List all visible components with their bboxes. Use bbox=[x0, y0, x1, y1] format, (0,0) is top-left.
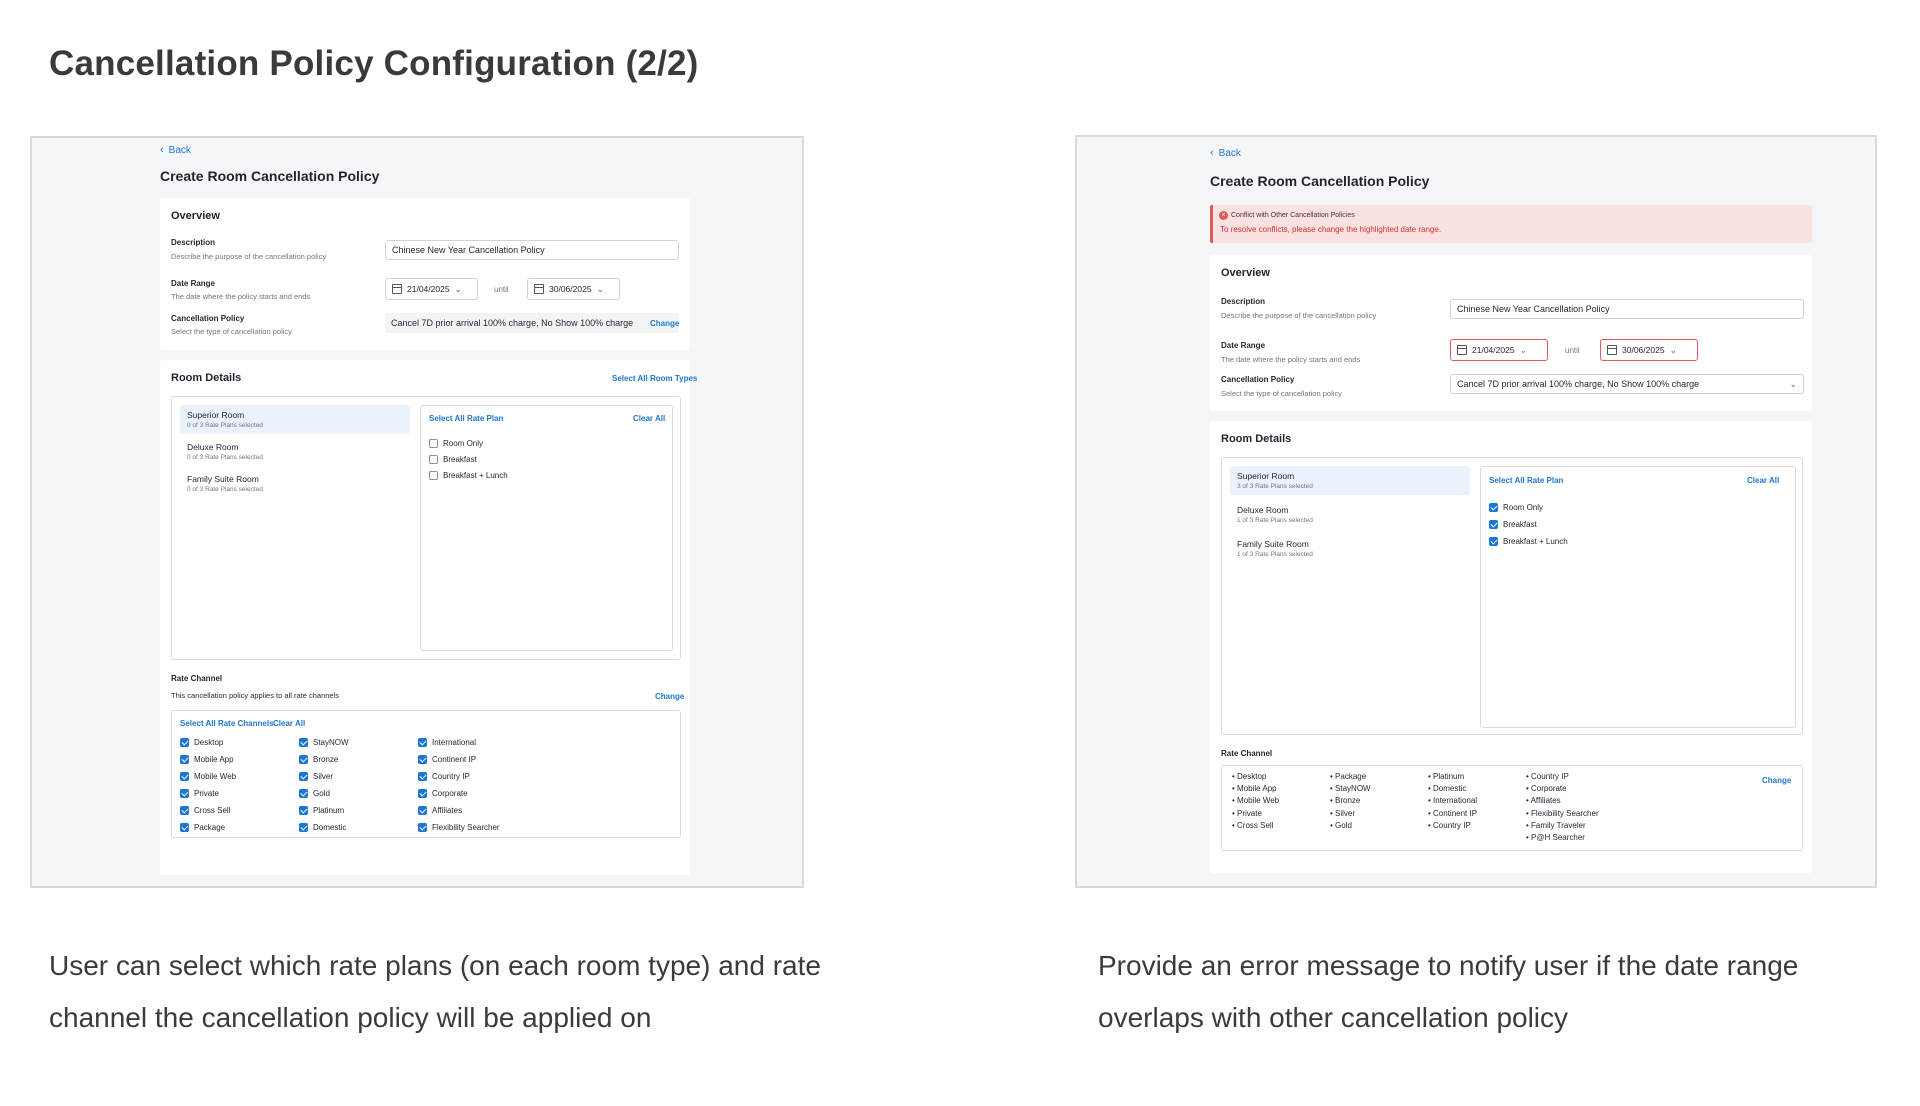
rate-channel-option[interactable] bbox=[180, 772, 236, 781]
rate-channel-label: Corporate bbox=[432, 789, 468, 798]
room-item[interactable] bbox=[1230, 500, 1460, 529]
room-item[interactable] bbox=[180, 405, 410, 434]
screen-title: Create Room Cancellation Policy bbox=[160, 168, 380, 184]
start-date-value: 21/04/2025 bbox=[407, 284, 450, 294]
rate-channel-list bbox=[1428, 771, 1477, 832]
calendar-icon bbox=[1607, 345, 1617, 355]
start-date-value: 21/04/2025 bbox=[1472, 345, 1515, 355]
checkbox[interactable] bbox=[1489, 537, 1498, 546]
clear-all-channels-link[interactable]: Clear All bbox=[273, 719, 306, 728]
overview-heading: Overview bbox=[1221, 267, 1270, 279]
checkbox[interactable] bbox=[418, 772, 427, 781]
rate-channel-item: • Cross Sell bbox=[1232, 820, 1279, 832]
rate-channel-heading: Rate Channel bbox=[1221, 749, 1273, 758]
rate-channel-label: International bbox=[432, 738, 477, 747]
room-sub: 1 of 3 Rate Plans selected bbox=[1237, 517, 1313, 524]
rate-channel-option[interactable] bbox=[299, 789, 330, 798]
rate-channel-label: Platinum bbox=[313, 806, 345, 815]
end-date-value: 30/06/2025 bbox=[1622, 345, 1665, 355]
rate-channel-label: Continent IP bbox=[432, 755, 477, 764]
checkbox[interactable] bbox=[429, 471, 438, 480]
checkbox[interactable] bbox=[418, 738, 427, 747]
rate-plan-option[interactable] bbox=[429, 455, 477, 464]
room-name: Family Suite Room bbox=[187, 474, 259, 484]
rate-plan-option[interactable] bbox=[429, 439, 483, 448]
rate-channel-label: Flexibility Searcher bbox=[432, 823, 500, 832]
chevron-down-icon: ⌄ bbox=[596, 283, 605, 294]
rate-channel-option[interactable] bbox=[299, 755, 338, 764]
rate-channel-heading: Rate Channel bbox=[171, 674, 223, 683]
rate-channel-option[interactable] bbox=[418, 755, 476, 764]
room-plan-frame bbox=[1221, 457, 1803, 735]
rate-channel-item: • StayNOW bbox=[1330, 783, 1371, 795]
rate-channel-item: • Corporate bbox=[1526, 783, 1599, 795]
end-date-value: 30/06/2025 bbox=[549, 284, 592, 294]
room-details-card bbox=[1210, 421, 1812, 873]
rate-channel-option[interactable] bbox=[180, 755, 234, 764]
room-sub: 1 of 3 Rate Plans selected bbox=[1237, 551, 1313, 558]
rate-channel-item: • Silver bbox=[1330, 808, 1371, 820]
alert-message: To resolve conflicts, please change the highlighted date range. bbox=[1220, 225, 1442, 234]
rate-channel-label: Private bbox=[194, 789, 219, 798]
rate-channel-item: • Mobile App bbox=[1232, 783, 1279, 795]
cancellation-policy-select[interactable] bbox=[1450, 374, 1804, 394]
rate-channel-item: • Gold bbox=[1330, 820, 1371, 832]
rate-plan-panel bbox=[420, 405, 673, 651]
checkbox[interactable] bbox=[299, 806, 308, 815]
chevron-down-icon: ⌄ bbox=[1669, 344, 1678, 355]
checkbox[interactable] bbox=[180, 823, 189, 832]
checkbox[interactable] bbox=[180, 738, 189, 747]
overview-card bbox=[1210, 255, 1812, 411]
rate-channel-item: • Platinum bbox=[1428, 771, 1477, 783]
clear-all-plans-link[interactable]: Clear All bbox=[1747, 476, 1780, 485]
clear-all-plans-link[interactable]: Clear All bbox=[633, 414, 666, 423]
overview-heading: Overview bbox=[171, 210, 220, 222]
rate-channel-list bbox=[1232, 771, 1279, 832]
page-title: Cancellation Policy Configuration (2/2) bbox=[49, 44, 699, 83]
chevron-left-icon: ‹ bbox=[160, 144, 164, 156]
room-details-heading: Room Details bbox=[1221, 433, 1292, 445]
rate-channel-label: Gold bbox=[313, 789, 330, 798]
rate-channel-item: • Flexibility Searcher bbox=[1526, 808, 1599, 820]
cancellation-policy-label: Cancellation Policy bbox=[171, 314, 245, 323]
date-range-label: Date Range bbox=[171, 279, 216, 288]
cancellation-policy-label: Cancellation Policy bbox=[1221, 375, 1295, 384]
rate-plan-option[interactable] bbox=[429, 471, 508, 480]
checkbox[interactable] bbox=[299, 772, 308, 781]
room-sub: 3 of 3 Rate Plans selected bbox=[1237, 483, 1313, 490]
checkbox[interactable] bbox=[418, 823, 427, 832]
checkbox[interactable] bbox=[418, 806, 427, 815]
room-item[interactable] bbox=[1230, 466, 1470, 495]
start-date-picker[interactable] bbox=[1450, 339, 1548, 361]
until-label: until bbox=[1565, 346, 1580, 355]
rate-channel-change-link[interactable]: Change bbox=[1762, 776, 1792, 785]
chevron-down-icon: ⌄ bbox=[1519, 344, 1528, 355]
description-help: Describe the purpose of the cancellation policy bbox=[171, 252, 327, 261]
rate-channel-item: • Mobile Web bbox=[1232, 795, 1279, 807]
until-label: until bbox=[494, 285, 509, 294]
rate-channel-change-link[interactable]: Change bbox=[655, 692, 685, 701]
rate-channel-label: StayNOW bbox=[313, 738, 349, 747]
rate-plan-option[interactable] bbox=[1489, 503, 1543, 512]
rate-channel-list bbox=[1330, 771, 1371, 832]
rate-channel-label: Bronze bbox=[313, 755, 339, 764]
rate-channel-option[interactable] bbox=[418, 772, 470, 781]
rate-channel-label: Package bbox=[194, 823, 226, 832]
rate-channel-option[interactable] bbox=[299, 823, 346, 832]
chevron-left-icon: ‹ bbox=[1210, 147, 1214, 159]
checkbox[interactable] bbox=[299, 738, 308, 747]
room-sub: 0 of 3 Rate Plans selected bbox=[187, 486, 263, 493]
rate-channel-label: Desktop bbox=[194, 738, 224, 747]
date-range-label: Date Range bbox=[1221, 341, 1266, 350]
rate-plan-label: Breakfast bbox=[1503, 520, 1537, 529]
rate-plan-label: Breakfast bbox=[443, 455, 477, 464]
room-name: Deluxe Room bbox=[187, 442, 239, 452]
rate-channel-item: • Bronze bbox=[1330, 795, 1371, 807]
rate-channel-option[interactable] bbox=[418, 789, 468, 798]
checkbox[interactable] bbox=[180, 789, 189, 798]
select-all-room-types-link[interactable]: Select All Room Types bbox=[612, 374, 698, 383]
checkbox[interactable] bbox=[299, 789, 308, 798]
date-range-help: The date where the policy starts and ends bbox=[171, 292, 311, 301]
rate-channel-option[interactable] bbox=[299, 772, 333, 781]
calendar-icon bbox=[392, 284, 402, 294]
end-date-picker[interactable] bbox=[527, 278, 620, 300]
rate-channel-item: • Package bbox=[1330, 771, 1371, 783]
checkbox[interactable] bbox=[1489, 520, 1498, 529]
rate-channel-item: • International bbox=[1428, 795, 1477, 807]
checkbox[interactable] bbox=[1489, 503, 1498, 512]
rate-channel-label: Mobile Web bbox=[194, 772, 237, 781]
checkbox[interactable] bbox=[299, 755, 308, 764]
rate-channel-item: • Country IP bbox=[1526, 771, 1599, 783]
rate-channel-option[interactable] bbox=[299, 738, 349, 747]
rate-channel-item: • Private bbox=[1232, 808, 1279, 820]
alert-title: Conflict with Other Cancellation Policies bbox=[1231, 212, 1355, 219]
room-item[interactable] bbox=[180, 469, 410, 498]
rate-plan-option[interactable] bbox=[1489, 537, 1568, 546]
rate-channel-list bbox=[1526, 771, 1599, 844]
room-item[interactable] bbox=[1230, 534, 1460, 563]
checkbox[interactable] bbox=[180, 755, 189, 764]
chevron-down-icon: ⌄ bbox=[454, 283, 463, 294]
policy-change-link[interactable]: Change bbox=[650, 319, 680, 328]
rate-plan-label: Room Only bbox=[1503, 503, 1544, 512]
rate-plan-label: Breakfast + Lunch bbox=[1503, 537, 1568, 546]
rate-channel-item: • Desktop bbox=[1232, 771, 1279, 783]
rate-channel-item: • Country IP bbox=[1428, 820, 1477, 832]
cancellation-policy-value: Cancel 7D prior arrival 100% charge, No Show 100% charge bbox=[385, 313, 679, 333]
rate-plan-label: Room Only bbox=[443, 439, 484, 448]
room-details-card bbox=[160, 360, 698, 875]
checkbox[interactable] bbox=[299, 823, 308, 832]
date-range-help: The date where the policy starts and ends bbox=[1221, 355, 1361, 364]
rate-channel-option[interactable] bbox=[180, 789, 219, 798]
description-label: Description bbox=[1221, 297, 1266, 306]
back-link[interactable] bbox=[160, 144, 191, 156]
back-label: Back bbox=[1218, 147, 1241, 159]
calendar-icon bbox=[534, 284, 544, 294]
rate-plan-label: Breakfast + Lunch bbox=[443, 471, 508, 480]
checkbox[interactable] bbox=[180, 772, 189, 781]
calendar-icon bbox=[1457, 345, 1467, 355]
room-name: Family Suite Room bbox=[1237, 539, 1309, 549]
room-sub: 0 of 3 Rate Plans selected bbox=[187, 422, 263, 429]
chevron-down-icon: ⌄ bbox=[1789, 379, 1797, 389]
rate-channel-item: • Family Traveler bbox=[1526, 820, 1599, 832]
checkbox[interactable] bbox=[429, 439, 438, 448]
left-screenshot bbox=[30, 136, 804, 888]
rate-channel-label: Mobile App bbox=[194, 755, 234, 764]
rate-channel-label: Cross Sell bbox=[194, 806, 231, 815]
rate-channel-option[interactable] bbox=[180, 806, 230, 815]
rate-plan-option[interactable] bbox=[1489, 520, 1537, 529]
checkbox[interactable] bbox=[418, 789, 427, 798]
caption-right: Provide an error message to notify user if the date range overlaps with other cancellation policy bbox=[1098, 950, 1799, 1033]
rate-channel-option[interactable] bbox=[180, 738, 223, 747]
rate-channel-item: • Domestic bbox=[1428, 783, 1477, 795]
select-all-rate-plan-link[interactable]: Select All Rate Plan bbox=[429, 414, 504, 423]
error-icon: × bbox=[1219, 211, 1228, 220]
screen-title: Create Room Cancellation Policy bbox=[1210, 173, 1430, 189]
rate-plan-panel bbox=[1480, 466, 1796, 728]
rate-channel-label: Silver bbox=[313, 772, 334, 781]
select-all-rate-channels-link[interactable]: Select All Rate Channels bbox=[180, 719, 274, 728]
rate-channel-option[interactable] bbox=[180, 823, 225, 832]
rate-channel-label: Affiliates bbox=[432, 806, 463, 815]
rate-channel-label: Country IP bbox=[432, 772, 470, 781]
checkbox[interactable] bbox=[429, 455, 438, 464]
cancellation-policy-value: Cancel 7D prior arrival 100% charge, No Show 100% charge bbox=[1457, 379, 1700, 389]
rate-channel-option[interactable] bbox=[418, 738, 476, 747]
back-label: Back bbox=[168, 144, 191, 156]
conflict-alert bbox=[1210, 205, 1812, 243]
rate-channel-item: • Affiliates bbox=[1526, 795, 1599, 807]
room-plan-frame bbox=[171, 396, 681, 660]
checkbox[interactable] bbox=[418, 755, 427, 764]
room-sub: 0 of 3 Rate Plans selected bbox=[187, 454, 263, 461]
checkbox[interactable] bbox=[180, 806, 189, 815]
rate-channel-item: • P@H Searcher bbox=[1526, 832, 1599, 844]
back-link[interactable] bbox=[1210, 147, 1241, 159]
rate-channel-option[interactable] bbox=[299, 806, 344, 815]
description-label: Description bbox=[171, 238, 216, 247]
rate-channel-frame bbox=[171, 710, 681, 838]
start-date-picker[interactable] bbox=[385, 278, 478, 300]
room-name: Superior Room bbox=[1237, 471, 1295, 481]
rate-channel-help: This cancellation policy applies to all rate channels bbox=[171, 691, 340, 700]
overview-card bbox=[160, 198, 690, 350]
room-name: Superior Room bbox=[187, 410, 245, 420]
rate-channel-label: Domestic bbox=[313, 823, 347, 832]
description-help: Describe the purpose of the cancellation policy bbox=[1221, 311, 1377, 320]
caption-left: User can select which rate plans (on each room type) and rate channel the cancellation policy will be applied on bbox=[49, 950, 821, 1033]
end-date-picker[interactable] bbox=[1600, 339, 1698, 361]
rate-channel-option[interactable] bbox=[418, 806, 462, 815]
room-item[interactable] bbox=[180, 437, 410, 466]
cancellation-policy-help: Select the type of cancellation policy bbox=[171, 327, 292, 336]
select-all-rate-plan-link[interactable]: Select All Rate Plan bbox=[1489, 476, 1564, 485]
right-screenshot bbox=[1075, 135, 1877, 888]
description-input[interactable]: Chinese New Year Cancellation Policy bbox=[1450, 299, 1804, 319]
rate-channel-item: • Continent IP bbox=[1428, 808, 1477, 820]
room-name: Deluxe Room bbox=[1237, 505, 1289, 515]
rate-channel-summary bbox=[1221, 765, 1803, 851]
room-details-heading: Room Details bbox=[171, 372, 242, 384]
description-input[interactable]: Chinese New Year Cancellation Policy bbox=[385, 240, 679, 260]
rate-channel-option[interactable] bbox=[418, 823, 500, 832]
cancellation-policy-help: Select the type of cancellation policy bbox=[1221, 389, 1342, 398]
